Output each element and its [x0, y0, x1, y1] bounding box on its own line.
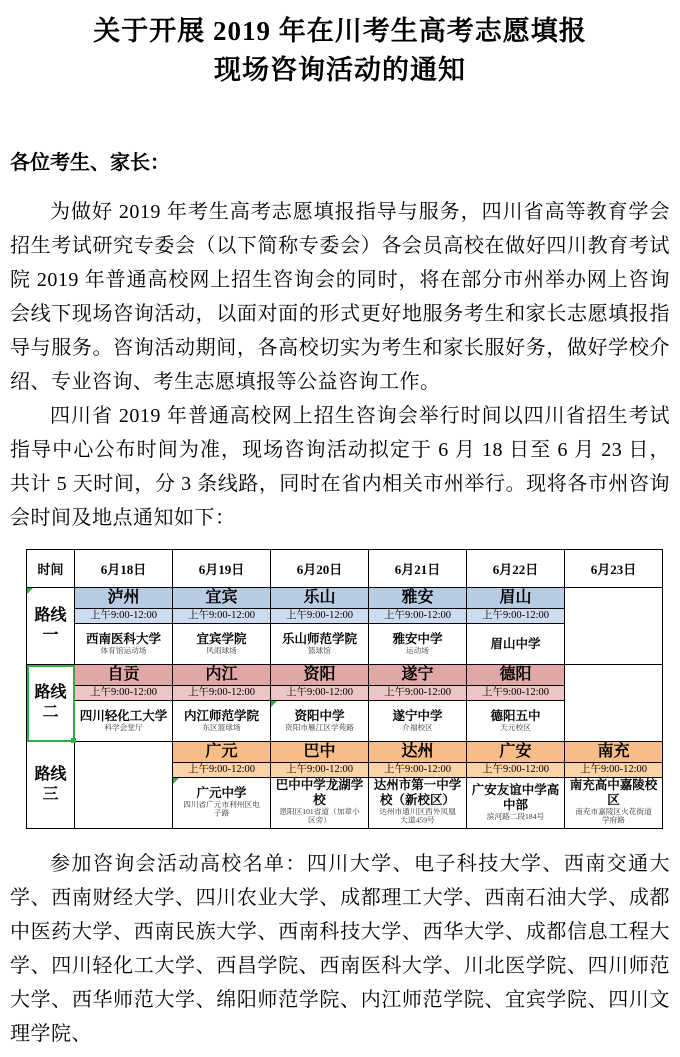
venue-name: 南充高中嘉陵校区: [569, 778, 658, 807]
city-cell: 泸州: [75, 588, 173, 609]
time-cell: 上午9:00-12:00: [75, 686, 173, 701]
table-header-row: [27, 550, 663, 588]
venue-note: 恩阳区101省道（加章小区旁）: [279, 807, 360, 825]
venue-note: 南充市嘉陵区火花街道学府路: [575, 807, 652, 825]
green-corner-marker: [271, 701, 277, 707]
venue-cell: [467, 701, 565, 742]
venue-cell: [467, 778, 565, 829]
route2-label: [27, 665, 75, 742]
route3-city-row: [27, 742, 663, 763]
city-cell: 遂宁: [369, 665, 467, 686]
venue-name: 广安友谊中学高中部: [471, 782, 560, 812]
empty-cell: [565, 588, 663, 665]
route1-label: [27, 588, 75, 665]
time-cell: 上午9:00-12:00: [271, 686, 369, 701]
venue-name: 宜宾学院: [196, 631, 247, 646]
city-cell: 乐山: [271, 588, 369, 609]
venue-cell: [173, 701, 271, 742]
time-cell: 上午9:00-12:00: [173, 686, 271, 701]
city-cell: 自贡: [75, 665, 173, 686]
date-header: 6月21日: [369, 550, 467, 588]
notice-document: [0, 12, 680, 1057]
venue-cell: [369, 778, 467, 829]
time-header-cell: 时间: [27, 550, 75, 588]
venue-cell: [173, 778, 271, 829]
route-label-text: 路线二: [34, 684, 67, 721]
venue-note: 滨河路二段184号: [486, 812, 545, 821]
time-cell: 上午9:00-12:00: [467, 609, 565, 624]
city-cell: 广安: [467, 742, 565, 763]
time-cell: 上午9:00-12:00: [271, 609, 369, 624]
date-header: 6月23日: [565, 550, 663, 588]
city-cell: 眉山: [467, 588, 565, 609]
city-cell: 宜宾: [173, 588, 271, 609]
city-cell: 广元: [173, 742, 271, 763]
empty-cell: [565, 665, 663, 742]
date-header: 6月22日: [467, 550, 565, 588]
venue-name: 乐山师范学院: [281, 631, 357, 646]
date-header: 6月18日: [75, 550, 173, 588]
body-paragraph-2: 四川省 2019 年普通高校网上招生咨询会举行时间以四川省招生考试指导中心公布时间为准，现场咨询活动拟定于 6 月 18 日至 6 月 23 日，共计 5 天时间，分 3 条线路，同时在省内相关市州举行。现将各市州咨询会时间及地点通知如下：: [10, 405, 670, 529]
time-cell: 上午9:00-12:00: [467, 686, 565, 701]
venue-name: 雅安中学: [392, 631, 443, 646]
venue-cell: [565, 778, 663, 829]
venue-note: 四川省广元市利州区电子路: [183, 799, 260, 817]
time-cell: 上午9:00-12:00: [271, 763, 369, 778]
venue-cell: [75, 624, 173, 665]
venue-name: 德阳五中: [490, 708, 541, 723]
venue-name: 达州市第一中学校（新校区）: [373, 778, 462, 807]
body-paragraph-1: 为做好 2019 年考生高考志愿填报指导与服务，四川省高等教育学会招生考试研究专委会（以下简称专委会）各会员高校在做好四川教育考试院 2019 年普通高校网上招生咨询会的同时，将在部分市州举办网上咨询会线下现场咨询活动，以面对面的形式更好地服务考生和家长志愿填报指导与服务。咨询活动期间，各高校切实为考生和家长服好务，做好学校介绍、专业咨询、考生志愿填报等公益咨询工作。: [10, 201, 670, 393]
venue-note: 运动场: [406, 645, 429, 655]
venue-name: 巴中中学龙湖学校: [275, 778, 364, 807]
route1-city-row: [27, 588, 663, 609]
venue-cell: [75, 701, 173, 742]
time-cell: 上午9:00-12:00: [173, 763, 271, 778]
date-header: 6月19日: [173, 550, 271, 588]
route2-city-row: [27, 665, 663, 686]
city-cell: 德阳: [467, 665, 565, 686]
route-label-text: 路线三: [34, 765, 67, 803]
city-cell: 巴中: [271, 742, 369, 763]
venue-note: 科学会堂厅: [104, 722, 143, 732]
time-cell: 上午9:00-12:00: [467, 763, 565, 778]
time-cell: 上午9:00-12:00: [173, 609, 271, 624]
city-cell: 雅安: [369, 588, 467, 609]
venue-name: 广元中学: [196, 785, 247, 800]
time-cell: 上午9:00-12:00: [369, 609, 467, 624]
venue-note: 天元校区: [500, 722, 531, 732]
venue-name: 眉山中学: [490, 636, 541, 651]
venue-note: 篮球馆: [308, 645, 331, 655]
venue-name: 资阳中学: [294, 708, 345, 723]
venue-note: 介福校区: [402, 722, 433, 732]
empty-cell: [75, 742, 173, 829]
time-cell: 上午9:00-12:00: [565, 763, 663, 778]
notice-title-line1: 关于开展 2019 年在川考生高考志愿填报: [93, 16, 587, 46]
city-cell: 达州: [369, 742, 467, 763]
venue-cell: [369, 701, 467, 742]
venue-cell: [173, 624, 271, 665]
venue-name: 内江师范学院: [183, 708, 259, 723]
venue-name: 四川轻化工大学: [79, 708, 168, 723]
venue-cell: [271, 778, 369, 829]
venue-cell: [271, 701, 369, 742]
date-header: 6月20日: [271, 550, 369, 588]
time-cell: 上午9:00-12:00: [369, 763, 467, 778]
city-cell: 南充: [565, 742, 663, 763]
venue-cell: [271, 624, 369, 665]
city-cell: 资阳: [271, 665, 369, 686]
notice-title-line2: 现场咨询活动的通知: [214, 55, 466, 85]
venue-note: 东区篮球场: [202, 722, 241, 732]
route3-label: [27, 742, 75, 829]
schedule-table: [26, 549, 663, 829]
time-cell: 上午9:00-12:00: [75, 609, 173, 624]
venue-cell: [467, 624, 565, 665]
salutation: 各位考生、家长：: [10, 152, 170, 174]
green-corner-marker: [27, 588, 33, 594]
green-corner-marker: [173, 778, 179, 784]
city-cell: 内江: [173, 665, 271, 686]
venue-cell: [369, 624, 467, 665]
time-cell: 上午9:00-12:00: [369, 686, 467, 701]
venue-note: 资阳市雁江区学苑路: [285, 722, 354, 732]
venue-note: 体育馆运动场: [100, 645, 147, 655]
venue-note: 达州市通川区西外凤凰大道459号: [379, 807, 456, 825]
venue-note: 风雨球场: [206, 645, 237, 655]
body-paragraph-3: 参加咨询会活动高校名单：四川大学、电子科技大学、西南交通大学、西南财经大学、四川农业大学、成都理工大学、西南石油大学、成都中医药大学、西南民族大学、西南科技大学、西华大学、成都信息工程大学、四川轻化工大学、西昌学院、西南医科大学、川北医学院、四川师范大学、西华师范大学、绵阳师范学院、内江师范学院、宜宾学院、四川文理学院、: [10, 852, 670, 1045]
venue-name: 遂宁中学: [392, 708, 443, 723]
route-label-text: 路线一: [34, 607, 67, 644]
venue-name: 西南医科大学: [85, 631, 161, 646]
